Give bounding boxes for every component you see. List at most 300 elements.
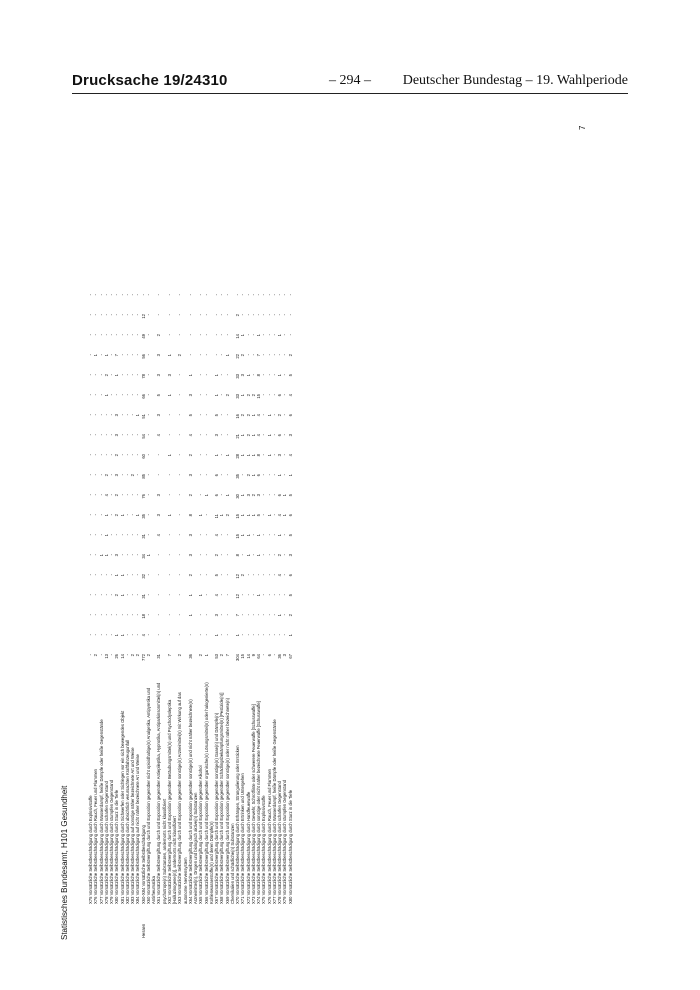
value-cell: 4 [156, 434, 162, 437]
value-cell: 15 [235, 514, 240, 519]
value-cell: - [130, 334, 135, 336]
value-cell: 1 [166, 514, 172, 517]
value-cell: - [166, 634, 172, 636]
value-cell: - [135, 394, 141, 396]
value-cell: - [177, 434, 183, 436]
value-cell: - [261, 614, 267, 616]
cause-cell: X76 Vorsätzliche Selbstbeschädigung durch Rauch, Feuer und Flammen [93, 768, 99, 904]
value-cell: - [135, 314, 141, 316]
value-cell: 32 [140, 574, 146, 579]
value-cell: - [256, 294, 261, 296]
value-cell: 3 [114, 554, 120, 557]
value-cell: 2 [187, 454, 193, 457]
value-cell: - [240, 634, 246, 636]
value-cell: - [282, 394, 288, 396]
value-cell: - [203, 294, 209, 296]
value-cell: - [256, 634, 261, 636]
value-cell: - [266, 574, 272, 576]
rotated-table-area [60, 120, 600, 940]
value-cell: - [130, 354, 135, 356]
value-cell: - [135, 534, 141, 536]
value-cell: 2 [93, 654, 99, 657]
value-cell: - [124, 414, 130, 416]
value-cell: - [119, 354, 125, 356]
value-cell: 1 [103, 394, 109, 397]
value-cell: - [250, 334, 256, 336]
value-cell: - [177, 494, 183, 496]
value-cell: - [88, 494, 93, 496]
value-cell: 18 [140, 614, 146, 619]
value-cell: 2 [135, 654, 141, 657]
value-cell: - [240, 594, 246, 596]
value-cell: - [271, 554, 277, 556]
cause-cell: X67 Vorsätzliche Selbstvergiftung durch und Exposition gegenüber sonstige(n) Gase(n) und Dämpfe(n) [214, 712, 219, 904]
value-cell: - [282, 374, 288, 376]
value-cell: 5 [287, 374, 293, 377]
cause-cell: X82 Vorsätzliche Selbstbeschädigung durch absichtlich verursachten Kraftfahrzeugunfall [124, 739, 130, 904]
value-cell: - [156, 294, 162, 296]
value-cell: - [88, 614, 93, 616]
cause-cell: X83 Vorsätzliche Selbstbeschädigung auf sonstige näher bezeichnete Art und Weise [130, 747, 135, 904]
state-cell [167, 906, 178, 940]
value-cell: - [114, 334, 120, 336]
cause-cell: X66 Vorsätzliche Selbstvergiftung durch und Exposition gegenüber organische(n) Lösungsmittel(n) oder halogenierte(n) Kohlenwasserstoffe(n) und deren Dämpfe(n) [203, 682, 214, 904]
value-cell: - [224, 574, 230, 576]
value-cell: 1 [250, 514, 256, 517]
value-cell: 1 [266, 514, 272, 517]
value-cell: 33 [235, 394, 240, 399]
value-cell: - [219, 634, 225, 636]
value-cell: - [187, 334, 193, 336]
value-cell: 2 [145, 654, 151, 657]
value-cell: - [88, 534, 93, 536]
value-cell: - [135, 434, 141, 436]
value-cell: 2 [245, 434, 251, 437]
value-cell: - [109, 654, 114, 656]
value-cell: - [261, 534, 267, 536]
value-cell: - [219, 474, 225, 476]
value-cell: 4 [140, 634, 146, 637]
value-cell: - [203, 514, 209, 516]
value-cell: - [198, 294, 204, 296]
value-cell: - [166, 314, 172, 316]
value-cell: 11 [214, 514, 219, 519]
value-cell: - [261, 574, 267, 576]
value-cell: 1 [119, 634, 125, 637]
value-cell: - [261, 554, 267, 556]
value-cell: 53 [214, 654, 219, 659]
value-cell: 6 [287, 414, 293, 417]
value-cell: 1 [166, 354, 172, 357]
state-cell [225, 906, 236, 940]
value-cell: - [88, 554, 93, 556]
value-cell: - [198, 494, 204, 496]
value-cell: 1 [224, 354, 230, 357]
value-cell: - [88, 634, 93, 636]
value-cell: - [124, 474, 130, 476]
value-cell: - [282, 354, 288, 356]
value-cell: 4 [214, 534, 219, 537]
value-cell: 1 [277, 474, 282, 477]
value-cell: - [203, 374, 209, 376]
value-cell: - [266, 554, 272, 556]
value-cell: - [156, 554, 162, 556]
value-cell: - [124, 514, 130, 516]
cause-cell: X74 Vorsätzliche Selbstbeschädigung durch sonstige oder nicht näher bezeichnete Feuerwaffe [Schusswaffe] [256, 701, 261, 904]
cause-cell: X62 Vorsätzliche Selbstvergiftung durch und Exposition gegenüber Betäubungsmittel(n) und Psychodysleptika [Halluzinogene(n)], andernorts nicht klassifiziert [166, 699, 177, 904]
value-cell: - [88, 454, 93, 456]
value-cell: 51 [140, 414, 146, 419]
cause-cell: X80 Vorsätzliche Selbstbeschädigung durch Sturz in die Tiefe [114, 789, 120, 904]
value-cell: 54 [140, 434, 146, 439]
value-cell: - [219, 594, 225, 596]
value-cell: 7 [114, 354, 120, 357]
value-cell: 1 [277, 614, 282, 617]
cause-cell: X75 Vorsätzliche Selbstbeschädigung durch Explosivstoffe [261, 795, 267, 904]
value-cell: - [198, 634, 204, 636]
value-cell: - [203, 414, 209, 416]
value-cell: - [124, 454, 130, 456]
value-cell: - [187, 314, 193, 316]
value-cell: 1 [198, 594, 204, 597]
value-cell: 1 [245, 554, 251, 557]
value-cell: - [130, 414, 135, 416]
value-cell: - [245, 634, 251, 636]
value-cell: - [145, 614, 151, 616]
value-cell: - [177, 534, 183, 536]
value-cell: 3 [166, 374, 172, 377]
value-cell: - [256, 614, 261, 616]
value-cell: - [119, 494, 125, 496]
value-cell: - [203, 474, 209, 476]
value-cell: 1 [287, 474, 293, 477]
value-cell: - [109, 394, 114, 396]
value-cell: - [93, 534, 99, 536]
value-cell: - [109, 494, 114, 496]
value-cell: - [103, 434, 109, 436]
value-cell: - [261, 514, 267, 516]
value-cell: - [156, 454, 162, 456]
value-cell: 1 [277, 334, 282, 337]
value-cell: - [145, 454, 151, 456]
value-cell: - [266, 534, 272, 536]
value-cell: - [266, 614, 272, 616]
value-cell: - [271, 314, 277, 316]
value-cell: - [224, 534, 230, 536]
cause-cell: X72 Vorsätzliche Selbstbeschädigung durch Handfeuerwaffe [245, 791, 251, 904]
value-cell: 1 [203, 654, 209, 657]
value-cell: - [124, 654, 130, 656]
value-cell: 1 [245, 534, 251, 537]
value-cell: - [203, 554, 209, 556]
value-cell: 3 [240, 374, 246, 377]
value-cell: - [103, 314, 109, 316]
value-cell: 2 [198, 654, 204, 657]
value-cell: - [235, 294, 240, 296]
value-cell: 1 [135, 514, 141, 517]
value-cell: - [282, 314, 288, 316]
value-cell: - [124, 574, 130, 576]
value-cell: - [266, 334, 272, 336]
value-cell: - [156, 474, 162, 476]
value-cell: - [145, 414, 151, 416]
value-cell: - [198, 434, 204, 436]
value-cell: - [177, 314, 183, 316]
value-cell: 1 [224, 454, 230, 457]
value-cell: 1 [187, 614, 193, 617]
value-cell: - [266, 314, 272, 316]
cause-cell: X78 Vorsätzliche Selbstbeschädigung durch scharfen Gegenstand [103, 781, 109, 904]
value-cell: - [266, 374, 272, 376]
value-cell: - [98, 374, 104, 376]
value-cell: - [240, 314, 246, 316]
value-cell: 33 [235, 374, 240, 379]
value-cell: - [109, 514, 114, 516]
value-cell: - [93, 594, 99, 596]
value-cell: - [250, 294, 256, 296]
value-cell: - [203, 634, 209, 636]
value-cell: 28 [235, 454, 240, 459]
value-cell: - [166, 474, 172, 476]
value-cell: - [130, 634, 135, 636]
value-cell: - [219, 494, 225, 496]
value-cell: - [166, 594, 172, 596]
value-cell: - [130, 594, 135, 596]
value-cell: 2 [103, 474, 109, 477]
value-cell: 3 [287, 434, 293, 437]
value-cell: 5 [214, 414, 219, 417]
value-cell: - [98, 494, 104, 496]
value-cell: - [166, 294, 172, 296]
value-cell: 1 [240, 434, 246, 437]
table-row [146, 292, 157, 940]
value-cell: - [103, 634, 109, 636]
value-cell: - [177, 514, 183, 516]
cause-cell: X77 Vorsätzliche Selbstbeschädigung durch Wasserdampf, heiße Dämpfe oder heiße Gegenstände [271, 719, 277, 904]
value-cell: - [88, 474, 93, 476]
value-cell: 34 [140, 554, 146, 559]
value-cell: - [250, 594, 256, 596]
value-cell: - [224, 374, 230, 376]
value-cell: - [271, 414, 277, 416]
source-label: Statistisches Bundesamt, H101 Gesundheit [60, 785, 69, 940]
value-cell: 76 [140, 494, 146, 499]
cause-cell: X71 Vorsätzliche Selbstbeschädigung durch Ertrinken und Untergehen [240, 773, 246, 904]
value-cell: - [250, 574, 256, 576]
value-cell: - [135, 374, 141, 376]
value-cell: 2 [287, 354, 293, 357]
value-cell: - [203, 614, 209, 616]
value-cell: - [261, 374, 267, 376]
value-cell: 6 [277, 434, 282, 437]
value-cell: 3 [156, 494, 162, 497]
value-cell: 1 [198, 514, 204, 517]
value-cell: 8 [187, 514, 193, 517]
value-cell: - [261, 494, 267, 496]
value-cell: 1 [240, 394, 246, 397]
value-cell: 16 [235, 414, 240, 419]
value-cell: - [145, 294, 151, 296]
value-cell: - [198, 394, 204, 396]
value-cell: - [124, 534, 130, 536]
value-cell: - [271, 574, 277, 576]
value-cell: - [119, 414, 125, 416]
value-cell: - [187, 634, 193, 636]
value-cell: - [166, 434, 172, 436]
value-cell: - [135, 294, 141, 296]
statistics-table [88, 292, 293, 940]
value-cell: 1 [103, 534, 109, 537]
value-cell: - [124, 294, 130, 296]
value-cell: - [198, 334, 204, 336]
value-cell: - [98, 454, 104, 456]
value-cell: - [114, 614, 120, 616]
value-cell: 2 [245, 394, 251, 397]
value-cell: 4 [277, 514, 282, 517]
value-cell: - [261, 434, 267, 436]
value-cell: - [109, 634, 114, 636]
value-cell: - [282, 634, 288, 636]
value-cell: - [224, 634, 230, 636]
value-cell: 1 [119, 574, 125, 577]
value-cell: - [88, 594, 93, 596]
value-cell: - [250, 314, 256, 316]
value-cell: - [145, 534, 151, 536]
value-cell: 2 [156, 334, 162, 337]
value-cell: - [261, 454, 267, 456]
cause-cell: X70 Vorsätzliche Selbstbeschädigung durch Erhängen, Strangulierung oder Ersticken [235, 745, 240, 904]
value-cell: 4 [256, 434, 261, 437]
value-cell: - [135, 574, 141, 576]
value-cell: - [145, 634, 151, 636]
value-cell: - [214, 294, 219, 296]
value-cell: - [271, 374, 277, 376]
value-cell: - [271, 614, 277, 616]
state-cell [146, 906, 157, 940]
value-cell: - [130, 454, 135, 456]
value-cell: 8 [235, 554, 240, 557]
value-cell: - [250, 354, 256, 356]
value-cell: - [219, 414, 225, 416]
value-cell: 1 [282, 494, 288, 497]
value-cell: - [119, 394, 125, 396]
value-cell: - [124, 374, 130, 376]
value-cell: - [277, 594, 282, 596]
value-cell: - [219, 374, 225, 376]
value-cell: - [282, 594, 288, 596]
value-cell: - [214, 334, 219, 336]
value-cell: 1 [266, 414, 272, 417]
value-cell: - [266, 394, 272, 396]
value-cell: - [130, 394, 135, 396]
value-cell: - [98, 574, 104, 576]
value-cell: - [219, 434, 225, 436]
cause-cell: X69 Vorsätzliche Selbstvergiftung durch und Exposition gegenüber sonstige(n) oder nicht näher bezeichnete(n) Chemikalien und schädliche(n) Substanzen [224, 697, 235, 904]
value-cell: - [261, 334, 267, 336]
value-cell: - [135, 454, 141, 456]
value-cell: 5 [256, 514, 261, 517]
value-cell: 2 [235, 314, 240, 317]
value-cell: - [187, 354, 193, 356]
value-cell: - [88, 414, 93, 416]
value-cell: - [187, 294, 193, 296]
value-cell: - [224, 314, 230, 316]
value-cell: 3 [187, 474, 193, 477]
value-cell: - [98, 434, 104, 436]
value-cell: - [156, 634, 162, 636]
value-cell: - [287, 334, 293, 336]
value-cell: 7 [235, 614, 240, 617]
value-cell: 1 [256, 534, 261, 537]
value-cell: - [98, 354, 104, 356]
value-cell: - [98, 394, 104, 396]
value-cell: - [130, 294, 135, 296]
value-cell: - [282, 574, 288, 576]
value-cell: - [135, 554, 141, 556]
value-cell: - [88, 574, 93, 576]
value-cell: - [177, 614, 183, 616]
value-cell: - [245, 294, 251, 296]
cause-cell: X61 Vorsätzliche Selbstvergiftung durch und Exposition gegenüber Antiepileptika, Hypnotika, Antiparkinsonmittel(n) und psychotrope(n) Substanzen, andernorts nicht klassifiziert [156, 682, 167, 904]
value-cell: - [277, 354, 282, 356]
value-cell: - [130, 534, 135, 536]
value-cell: - [119, 374, 125, 376]
value-cell: - [266, 594, 272, 596]
value-cell: 1 [277, 534, 282, 537]
cause-cell: X81 Vorsätzliche Selbstbeschädigung durch Sichwerfen oder Sichlegen vor ein sich bewegendes Objekt [119, 710, 125, 904]
value-cell: - [130, 574, 135, 576]
value-cell: - [177, 454, 183, 456]
table-row [156, 292, 167, 940]
value-cell: - [93, 414, 99, 416]
value-cell: - [214, 314, 219, 316]
value-cell: - [177, 394, 183, 396]
value-cell: - [93, 634, 99, 636]
value-cell: 3 [156, 414, 162, 417]
value-cell: 26 [114, 654, 120, 659]
value-cell: - [177, 334, 183, 336]
value-cell: - [119, 334, 125, 336]
value-cell: 4 [277, 574, 282, 577]
value-cell: - [124, 334, 130, 336]
value-cell: - [130, 314, 135, 316]
value-cell: 4 [287, 394, 293, 397]
value-cell: - [271, 534, 277, 536]
value-cell: 2 [240, 414, 246, 417]
value-cell: 1 [98, 554, 104, 557]
value-cell: - [203, 434, 209, 436]
value-cell: 15 [240, 654, 246, 659]
value-cell: - [119, 294, 125, 296]
value-cell: - [98, 314, 104, 316]
value-cell: - [198, 574, 204, 576]
value-cell: - [145, 434, 151, 436]
value-cell: - [219, 614, 225, 616]
value-cell: - [177, 594, 183, 596]
value-cell: - [93, 334, 99, 336]
value-cell: 1 [214, 454, 219, 457]
value-cell: - [177, 574, 183, 576]
value-cell: - [93, 314, 99, 316]
value-cell: 6 [277, 494, 282, 497]
value-cell: - [156, 614, 162, 616]
value-cell: - [166, 494, 172, 496]
value-cell: - [256, 314, 261, 316]
value-cell: - [240, 294, 246, 296]
value-cell: - [277, 314, 282, 316]
value-cell: 5 [156, 394, 162, 397]
value-cell: - [261, 474, 267, 476]
